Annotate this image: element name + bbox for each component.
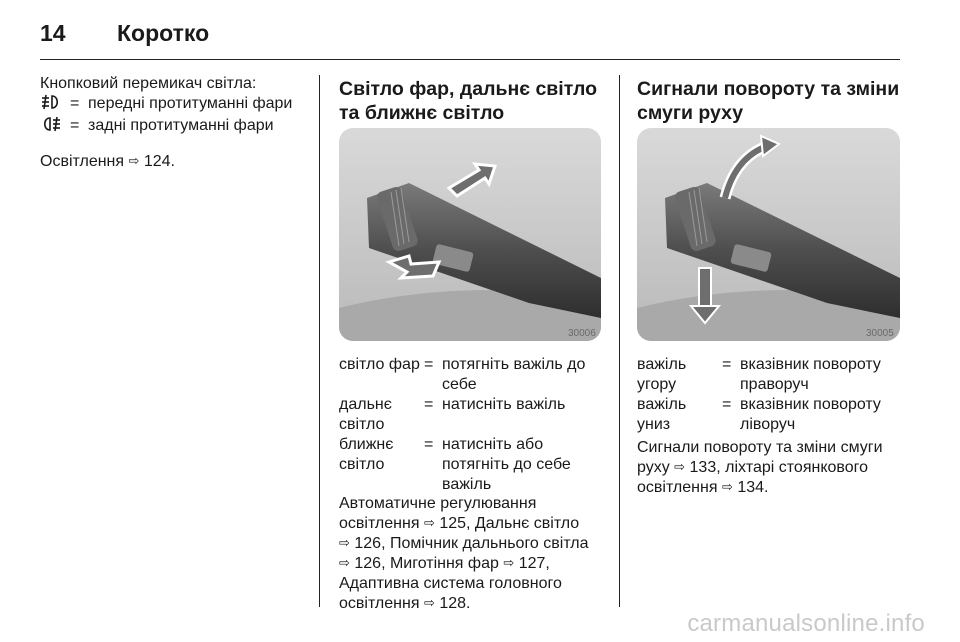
- ref-line: Адаптивна система головного: [339, 575, 562, 592]
- page-ref[interactable]: 127,: [518, 555, 550, 572]
- ref-line: [339, 514, 609, 534]
- headlight-lever-figure: [339, 128, 601, 341]
- lighting-label: Освітлення: [40, 153, 125, 170]
- page-ref-arrow-icon: ⇨: [721, 479, 733, 494]
- page-ref-arrow-icon: ⇨: [339, 555, 350, 570]
- page-number: 14: [40, 20, 66, 46]
- definition-desc: натисніть або потягніть до себе важіль: [442, 436, 571, 493]
- page-ref-arrow-icon: ⇨: [128, 153, 140, 168]
- ref-line: [637, 458, 902, 478]
- lighting-reference: [40, 152, 310, 172]
- column-1: [40, 74, 310, 172]
- definition-row: [637, 395, 902, 435]
- ref-text: , Дальнє світло: [466, 515, 580, 532]
- fog-rear-desc: задні протитуманні фари: [88, 117, 274, 134]
- page-ref-arrow-icon: ⇨: [503, 555, 515, 570]
- page-ref[interactable]: 126: [354, 555, 382, 572]
- figure-code-30005: 30005: [866, 328, 894, 339]
- ref-text: освітлення: [339, 595, 420, 612]
- ref-text: освітлення: [339, 515, 420, 532]
- ref-line: Автоматичне регулювання: [339, 495, 537, 512]
- ref-text: освітлення: [637, 479, 718, 496]
- column-divider-1: [319, 75, 320, 607]
- definition-desc: вказівник повороту праворуч: [740, 356, 881, 393]
- lighting-page-ref[interactable]: 124.: [143, 153, 175, 170]
- definition-desc: вказівник повороту ліворуч: [740, 396, 881, 433]
- definition-row: [637, 355, 902, 395]
- column-divider-2: [619, 75, 620, 607]
- turn-signal-references: [637, 438, 902, 498]
- ref-text: , ліхтарі стоянкового: [716, 459, 869, 476]
- fog-front-eq: =: [70, 95, 80, 112]
- watermark: carmanualsonline.info: [687, 610, 925, 637]
- definition-term: дальнє світло: [339, 396, 392, 433]
- definition-eq: =: [424, 436, 434, 453]
- figure-code-30006: 30006: [568, 328, 596, 339]
- definition-desc: натисніть важіль: [442, 396, 566, 413]
- definition-row: [339, 395, 609, 435]
- definition-eq: =: [722, 396, 732, 413]
- page-ref[interactable]: 128.: [439, 595, 471, 612]
- turn-signal-lever-figure: [637, 128, 900, 341]
- turn-signal-heading: Сигнали повороту та зміни смуги руху: [637, 78, 900, 124]
- fog-item-front: [40, 94, 310, 116]
- ref-text: руху: [637, 459, 670, 476]
- page-ref[interactable]: 134.: [737, 479, 769, 496]
- fog-switch-intro: Кнопковий перемикач світла:: [40, 75, 257, 92]
- definition-term: важіль униз: [637, 396, 687, 433]
- ref-text: , Помічник дальнього світла: [381, 535, 589, 552]
- headlight-definitions: [339, 355, 609, 495]
- definition-desc: потягніть важіль до себе: [442, 356, 586, 393]
- front-fog-light-icon: [40, 94, 70, 116]
- header-divider: [40, 59, 900, 60]
- page-ref-arrow-icon: ⇨: [674, 459, 686, 474]
- page-ref[interactable]: 126: [354, 535, 382, 552]
- ref-line: [339, 554, 609, 574]
- definition-term: ближнє світло: [339, 436, 394, 473]
- turn-signal-definitions: [637, 355, 902, 435]
- definition-row: [339, 355, 609, 395]
- definition-row: [339, 435, 609, 495]
- headlights-heading: Світло фар, дальнє світло та ближнє світло: [339, 78, 598, 124]
- definition-eq: =: [424, 356, 434, 373]
- rear-fog-light-icon: [40, 116, 70, 138]
- page-ref-arrow-icon: ⇨: [423, 515, 435, 530]
- ref-line: [637, 478, 902, 498]
- ref-line: [339, 534, 609, 554]
- ref-line: [339, 594, 609, 614]
- definition-term: світло фар: [339, 356, 420, 373]
- fog-rear-eq: =: [70, 117, 80, 134]
- headlight-references: [339, 494, 609, 614]
- ref-text: , Миготіння фар: [381, 555, 499, 572]
- page-ref-arrow-icon: ⇨: [339, 535, 350, 550]
- page-ref-arrow-icon: ⇨: [423, 595, 435, 610]
- fog-front-desc: передні протитуманні фари: [88, 95, 293, 112]
- fog-item-rear: [40, 116, 310, 138]
- definition-eq: =: [424, 396, 434, 413]
- page-ref[interactable]: 133: [689, 459, 717, 476]
- definition-eq: =: [722, 356, 732, 373]
- page-ref[interactable]: 125: [439, 515, 467, 532]
- ref-line: Сигнали повороту та зміни смуги: [637, 439, 883, 456]
- page-title: Коротко: [117, 20, 210, 46]
- definition-term: важіль угору: [637, 356, 687, 393]
